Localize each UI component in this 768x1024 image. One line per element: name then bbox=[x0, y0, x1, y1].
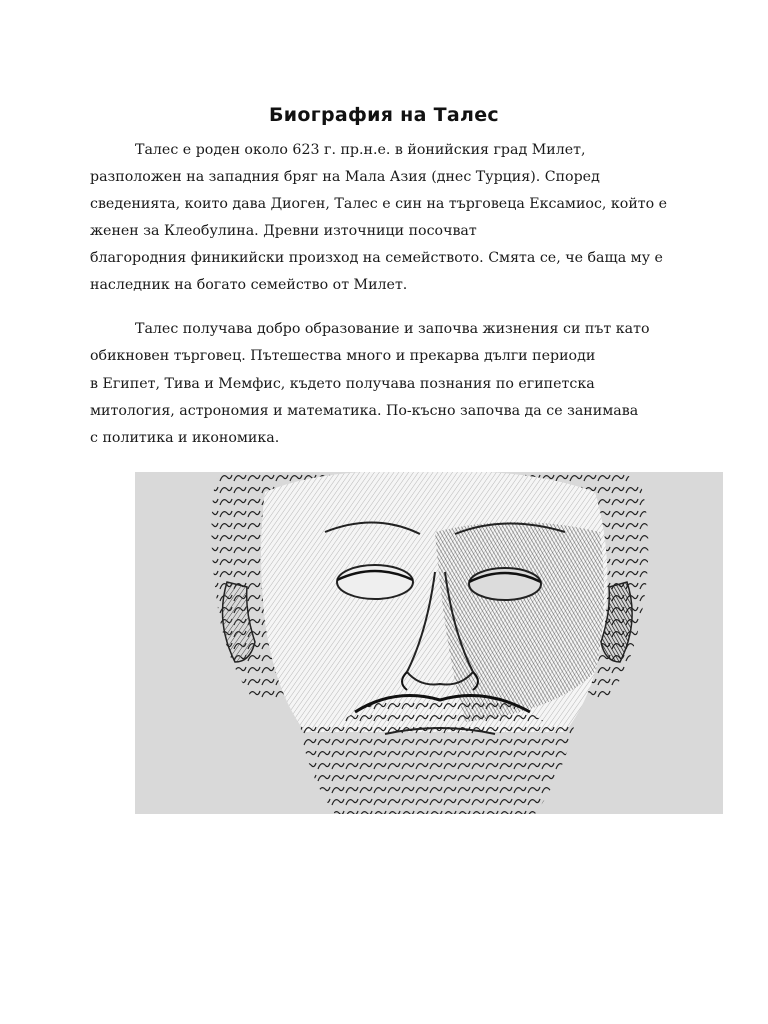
paragraph-2 bbox=[90, 316, 690, 452]
paragraph-line: Талес получава добро образование и започва жизнения си път като bbox=[135, 321, 650, 337]
paragraph-line: митология, астрономия и математика. По-късно започва да се занимава bbox=[90, 402, 639, 419]
paragraph-line: Талес е роден около 623 г. пр.н.е. в йонийския град Милет, bbox=[135, 142, 586, 158]
paragraph-1 bbox=[90, 137, 690, 299]
paragraph-line: женен за Клеобулина. Древни източници посочват bbox=[90, 223, 477, 239]
paragraph-line: сведенията, които дава Диоген, Талес е син на търговеца Ексамиос, който е bbox=[90, 196, 668, 212]
paragraph-line: наследник на богато семейство от Милет. bbox=[90, 277, 408, 293]
paragraph-line: разположен на западния бряг на Мала Азия (днес Турция). Според bbox=[90, 169, 600, 185]
paragraph-line: с политика и икономика. bbox=[90, 430, 280, 447]
document-title: Биография на Талес bbox=[269, 104, 499, 126]
paragraph-line: благородния финикийски произход на семейството. Смята се, че баща му е bbox=[90, 250, 663, 266]
paragraph-line: обикновен търговец. Пътешества много и прекарва дълги периоди bbox=[90, 348, 596, 365]
paragraph-line: в Египет, Тива и Мемфис, където получава познания по египетска bbox=[90, 375, 595, 392]
portrait-image bbox=[135, 472, 723, 814]
